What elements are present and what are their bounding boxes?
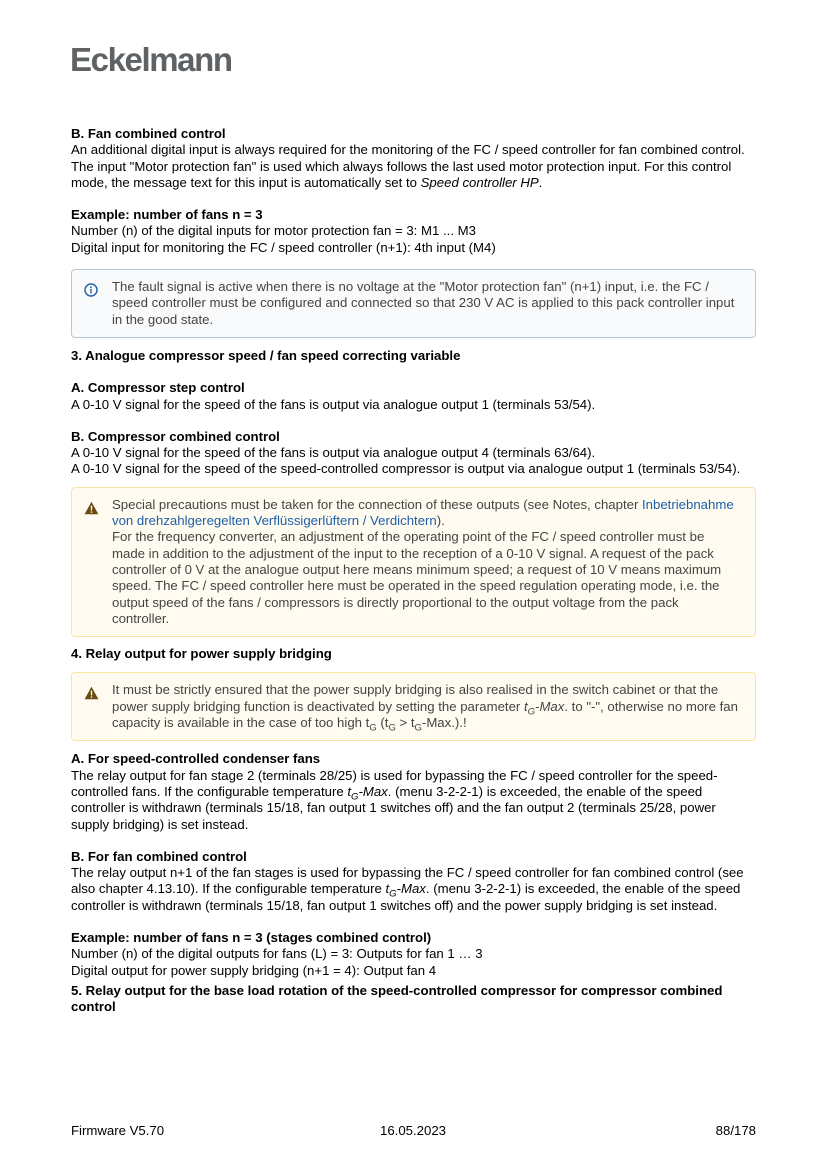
example-line: Number (n) of the digital inputs for motor protection fan = 3: M1 ... M3 (71, 223, 476, 239)
param-max: -Max (396, 881, 426, 897)
warning-icon (84, 686, 99, 700)
compressor-step-text: A 0-10 V signal for the speed of the fans is output via analogue output 1 (terminals 53/54). (71, 396, 596, 412)
warning-text (112, 682, 739, 734)
text-span: An additional digital input is always required for the monitoring of the FC / speed controller for fan combined control. The input "Motor protection fan" is used which always follows the last used motor protection input. For this control mode, the message text for this input is automatically set to (71, 142, 745, 190)
speed-controller-hp-term: Speed controller HP (420, 174, 539, 190)
param-max: -Max (358, 783, 388, 799)
warning-icon (84, 501, 99, 515)
param-sub: G (527, 706, 536, 718)
param-max: -Max (535, 698, 565, 714)
param-t: t (523, 698, 528, 714)
info-note (71, 269, 756, 338)
text-span: . to "-", otherwise no more fan capacity is available in the case of too high t (112, 698, 738, 731)
compressor-combined-title: B. Compressor combined control (71, 428, 280, 444)
relay-a-text (71, 768, 756, 833)
text-span: -Max.).! (421, 715, 467, 731)
relay-example-title: Example: number of fans n = 3 (stages combined control) (71, 929, 432, 945)
relay-b-text (71, 865, 756, 914)
fan-combined-text (71, 142, 756, 191)
example-line: Digital input for monitoring the FC / speed controller (n+1): 4th input (M4) (71, 239, 496, 255)
section-title-analogue: 3. Analogue compressor speed / fan speed correcting variable (71, 347, 461, 363)
section-title-relay: 4. Relay output for power supply bridging (71, 646, 332, 662)
chapter-link[interactable]: Inbetriebnahme von drehzahlgeregelten Verflüssigerlüftern / Verdichtern (112, 496, 734, 529)
info-icon (84, 283, 98, 297)
warning-note (71, 672, 756, 741)
eckelmann-logo: Eckelmann (70, 41, 232, 78)
section-title-fan-combined: B. Fan combined control (71, 126, 226, 141)
text-span: . (538, 174, 543, 190)
text-span: The relay output n+1 of the fan stages is used for bypassing the FC / speed controller for fan combined control (see also chapter 4.13.10). If the configurable temperature (71, 865, 744, 897)
compressor-step-title: A. Compressor step control (71, 380, 245, 396)
sub-g: G (388, 722, 396, 734)
footer-page-number: 88/178 (715, 1123, 756, 1138)
param-t: t (385, 881, 390, 897)
param-tg-max (347, 783, 388, 803)
note-text: The fault signal is active when there is no voltage at the "Motor protection fan" (n+1) input, i.e. the FC / speed controller must be configured and connected so that 230 V AC is applied to this pack controller input in the good state. (112, 279, 735, 327)
relay-b-title: B. For fan combined control (71, 848, 247, 864)
page-content (71, 126, 756, 1015)
text-span: > t (395, 715, 415, 731)
param-sub: G (389, 889, 397, 901)
text-span: . (menu 3-2-2-1) is exceeded, the enable of the speed controller is withdrawn (terminals 15/18, fan output 1 switches off) and the fan output 2 (terminals 25/28, power supply bridging) is set instead. (71, 783, 716, 832)
text-span: ). (436, 513, 445, 529)
text-span: It must be strictly ensured that the power supply bridging is also realised in the switch cabinet or that the power supply bridging function is deactivated by setting the parameter (112, 682, 719, 714)
warning-text (112, 497, 739, 530)
param-sub: G (351, 791, 359, 803)
footer-firmware: Firmware V5.70 (71, 1123, 165, 1138)
text-span: Special precautions must be taken for the connection of these outputs (see Notes, chapter (112, 496, 643, 512)
text-span: The relay output for fan stage 2 (terminals 28/25) is used for bypassing the FC / speed controller for the speed-controlled fans. If the configurable temperature (71, 767, 718, 799)
warning-note (71, 487, 756, 637)
param-t: t (347, 783, 352, 799)
sub-g: G (369, 722, 377, 734)
compressor-combined-text: A 0-10 V signal for the speed of the fans is output via analogue output 4 (terminals 63/64). (71, 445, 596, 461)
example-line: Digital output for power supply bridging (n+1 = 4): Output fan 4 (71, 962, 437, 978)
param-tg-max (385, 881, 426, 901)
text-span: . (menu 3-2-2-1) is exceeded, the enable of the speed controller is withdrawn (terminals 15/18, fan output 1 switches off) and the power supply bridging is set instead. (71, 881, 741, 913)
compressor-combined-text: A 0-10 V signal for the speed of the speed-controlled compressor is output via analogue output 1 (terminals 53/54). (71, 461, 741, 477)
example-line: Number (n) of the digital outputs for fans (L) = 3: Outputs for fan 1 … 3 (71, 946, 483, 962)
param-tg-max (523, 698, 565, 718)
text-span: (t (376, 715, 389, 731)
sub-g: G (414, 722, 422, 734)
relay-a-title: A. For speed-controlled condenser fans (71, 751, 321, 767)
footer-date: 16.05.2023 (380, 1123, 447, 1138)
section-title-base-load: 5. Relay output for the base load rotation of the speed-controlled compressor for compressor combined control (71, 982, 723, 1015)
example-title: Example: number of fans n = 3 (71, 207, 263, 223)
warning-text: For the frequency converter, an adjustment of the operating point of the FC / speed controller must be made in addition to the adjustment of the input to the reception of a 0-10 V signal. A request of the pack controller of 0 V at the analogue output here means minimum speed; a request of 10 V means maximum speed. The FC / speed controller here must be operated in the speed regulation operating mode, i.e. the output speed of the fans / compressors is directly proportional to the output voltage from the pack controller. (112, 529, 722, 626)
